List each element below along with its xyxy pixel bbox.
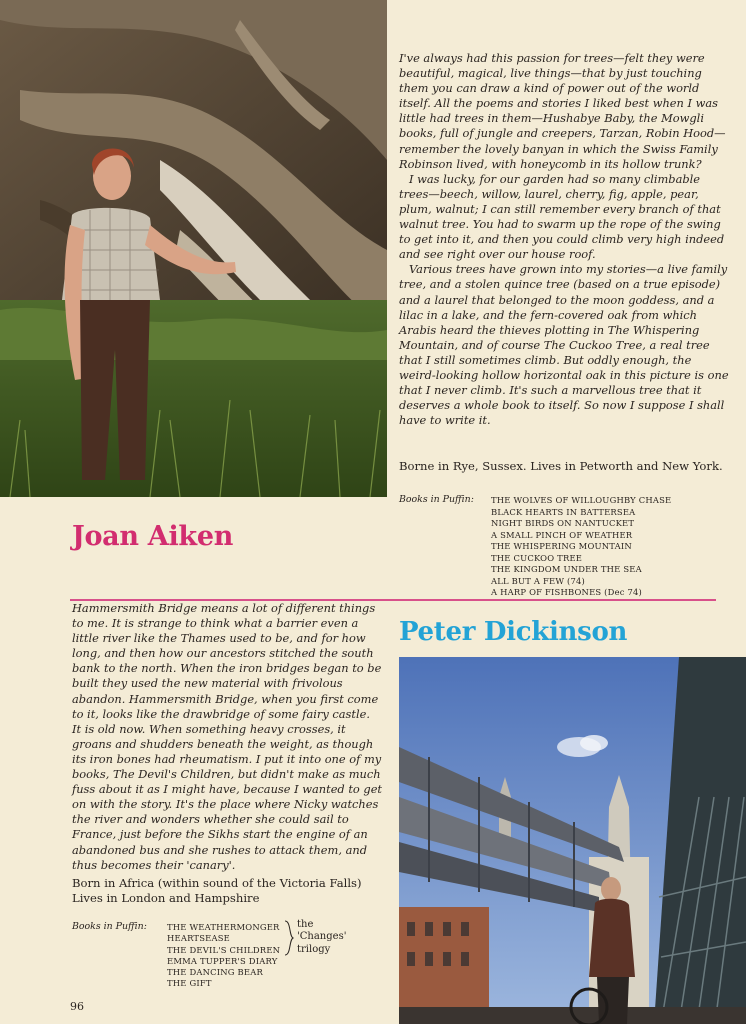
aiken-book-item: THE KINGDOM UNDER THE SEA [491, 564, 642, 574]
aiken-essay [399, 51, 729, 428]
aiken-book-item: A HARP OF FISHBONES (Dec 74) [491, 587, 642, 597]
dickinson-book-item: THE GIFT [167, 978, 212, 989]
aiken-book-item: BLACK HEARTS IN BATTERSEA [491, 506, 636, 517]
dickinson-book-item: THE DANCING BEAR [167, 967, 263, 978]
aiken-book-item: THE WHISPERING MOUNTAIN [491, 541, 632, 551]
aiken-book-item: NIGHT BIRDS ON NANTUCKET [491, 518, 635, 528]
dickinson-lives-line: Lives in London and Hampshire [72, 891, 260, 905]
trilogy-note-line: trilogy [297, 943, 331, 955]
aiken-books-label: Books in Puffin: [399, 494, 474, 505]
trilogy-note-line: the [297, 919, 314, 930]
photo-joan-aiken [0, 0, 387, 497]
aiken-book-item: ALL BUT A FEW (74) [491, 575, 585, 586]
trilogy-note [297, 919, 357, 956]
dickinson-name-heading: Peter Dickinson [399, 617, 628, 647]
dickinson-book-item: HEARTSEASE [167, 933, 230, 944]
dickinson-birthplace [72, 876, 392, 906]
aiken-essay-paragraph-2: I was lucky, for our garden had so many climbable trees—beech, willow, laurel, cherry, fig, apple, pear, plum, walnut; I can still remember every branch of that walnut tree. You had to swarm up the rope of the swing to get into it, and then you could climb very high indeed and see right over our house roof. [399, 171, 725, 262]
photo-peter-dickinson [399, 657, 746, 1024]
dickinson-book-item: THE WEATHERMONGER [167, 922, 280, 932]
trilogy-note-line: 'Changes' [297, 931, 347, 943]
dickinson-books-label: Books in Puffin: [72, 921, 147, 932]
aiken-birthplace: Borne in Rye, Sussex. Lives in Petworth and New York. [399, 459, 723, 473]
aiken-book-item: THE CUCKOO TREE [491, 552, 583, 563]
aiken-name-heading: Joan Aiken [72, 521, 234, 552]
aiken-essay-paragraph-3: Various trees have grown into my stories—a live family tree, and a stolen quince tree (based on a true episode) and a laurel that belonged to the moon goddess, and a lilac in a lake, and the fern-covered oak from which Arabis heard the thieves plotting in The Whispering Mountain, and of course The Cuckoo Tree, a real tree that I still sometimes climb. But oddly enough, the weird-looking hollow horizontal oak in this picture is one that I never climb. It's such a marvellous tree that it deserves a whole book to itself. So now I suppose I shall have to write it. [399, 262, 729, 428]
aiken-essay-paragraph-1: I've always had this passion for trees—felt they were beautiful, magical, live things—that by just touching them you can draw a kind of power out of the world itself. All the poems and stories I liked best when I was little had trees in them—Hushabye Baby, the Mowgli books, full of jungle and creepers, Tarzan, Robin Hood—remember the lovely banyan in which the Swiss Family Robinson lived, with honeycomb in its hollow trunk? [399, 51, 726, 171]
trilogy-brace [284, 920, 296, 956]
aiken-book-item: A SMALL PINCH OF WEATHER [491, 529, 633, 540]
page-number: 96 [70, 1000, 84, 1013]
dickinson-books-list [167, 922, 280, 990]
aiken-book-item: THE WOLVES OF WILLOUGHBY CHASE [491, 495, 672, 505]
dickinson-book-item: EMMA TUPPER'S DIARY [167, 955, 278, 966]
aiken-books-list [491, 495, 671, 599]
dickinson-essay: Hammersmith Bridge means a lot of different things to me. It is strange to think what a barrier even a little river like the Thames used to be, and for how long, and then how our ancestors stitched the south bank to the north. When the iron bridges began to be built they used the new material with frivolous abandon. Hammersmith Bridge, when you first come to it, looks like the drawbridge of some fairy castle. It is old now. When something heavy crosses, it groans and shudders beneath the weight, as though its iron bones had rheumatism. I put it into one of my books, The Devil's Children, but didn't make as much fuss about it as I might have, because I wanted to get on with the story. It's the place where Nicky watches the river and wonders whether she could sail to France, just before the Sikhs start the engine of an abandoned bus and she rushes to attack them, and thus becomes their 'canary'. [72, 601, 383, 872]
dickinson-born-line: Born in Africa (within sound of the Victoria Falls) [72, 876, 362, 890]
dickinson-book-item: THE DEVIL'S CHILDREN [167, 944, 281, 955]
